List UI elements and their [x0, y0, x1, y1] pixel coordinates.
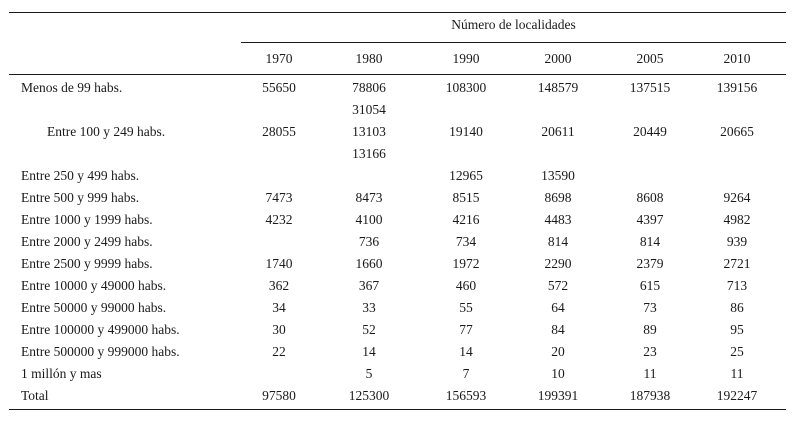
table-cell-1990: 7 — [462, 366, 470, 381]
table-row — [9, 366, 786, 388]
table-cell-2000: 572 — [547, 278, 569, 293]
table-row — [9, 80, 786, 102]
table-cell-2000: 13590 — [541, 168, 575, 183]
table-cell-2010: 11 — [730, 366, 744, 381]
table-cell-1980: 367 — [358, 278, 380, 293]
row-label: Entre 10000 y 49000 habs. — [21, 278, 167, 293]
table-cell-2000: 20611 — [541, 124, 575, 139]
table-cell-2010: 20665 — [720, 124, 754, 139]
data-table — [9, 0, 786, 423]
table-cell-1990: 108300 — [445, 80, 487, 95]
table-cell-1970: 55650 — [262, 80, 296, 95]
table-cell-2010: 9264 — [723, 190, 751, 205]
table-cell-1990: 12965 — [449, 168, 483, 183]
table-cell-1980: 4100 — [355, 212, 383, 227]
table-row — [9, 146, 786, 168]
table-cell-1980: 52 — [362, 322, 376, 337]
table-cell-1980: 31054 — [352, 102, 386, 117]
table-cell-1990: 14 — [459, 344, 473, 359]
table-cell-2010: 86 — [730, 300, 744, 315]
row-label: Entre 2500 y 9999 habs. — [21, 256, 153, 271]
table-row — [9, 278, 786, 300]
table-cell-2005: 11 — [643, 366, 657, 381]
table-cell-2005: 4397 — [636, 212, 664, 227]
table-cell-1990: 8515 — [452, 190, 480, 205]
table-cell-1980: 33 — [362, 300, 376, 315]
table-cell-1990: 77 — [459, 322, 473, 337]
table-row — [9, 388, 786, 410]
table-row — [9, 190, 786, 212]
table-cell-1980: 5 — [365, 366, 373, 381]
table-row — [9, 102, 786, 124]
table-cell-1990: 734 — [455, 234, 477, 249]
table-cell-1980: 13166 — [352, 146, 386, 161]
table-cell-1990: 156593 — [445, 388, 487, 403]
table-cell-1980: 78806 — [352, 80, 386, 95]
table-cell-1970: 7473 — [265, 190, 293, 205]
table-cell-2000: 10 — [551, 366, 565, 381]
table-cell-2000: 814 — [547, 234, 569, 249]
table-cell-1980: 14 — [362, 344, 376, 359]
table-row — [9, 322, 786, 344]
group-header-rule — [241, 42, 786, 43]
table-cell-2005: 814 — [639, 234, 661, 249]
row-label: 1 millón y mas — [21, 366, 102, 381]
table-row — [9, 300, 786, 322]
year-header-1980: 1980 — [355, 51, 383, 66]
table-cell-2010: 192247 — [716, 388, 758, 403]
table-cell-2010: 713 — [726, 278, 748, 293]
table-cell-2005: 615 — [639, 278, 661, 293]
header-rule — [9, 74, 786, 75]
table-cell-2000: 84 — [551, 322, 565, 337]
table-cell-2010: 95 — [730, 322, 744, 337]
table-cell-1990: 4216 — [452, 212, 480, 227]
table-row — [9, 234, 786, 256]
table-cell-1990: 460 — [455, 278, 477, 293]
table-cell-1980: 8473 — [355, 190, 383, 205]
table-cell-1970: 28055 — [262, 124, 296, 139]
row-label: Entre 500000 y 999000 habs. — [21, 344, 180, 359]
table-cell-2000: 4483 — [544, 212, 572, 227]
table-cell-1970: 30 — [272, 322, 286, 337]
row-label: Total — [21, 388, 49, 403]
table-cell-2010: 2721 — [723, 256, 751, 271]
table-cell-1970: 34 — [272, 300, 286, 315]
row-label: Entre 100000 y 499000 habs. — [21, 322, 180, 337]
table-cell-1980: 1660 — [355, 256, 383, 271]
year-header-2010: 2010 — [723, 51, 751, 66]
table-cell-2005: 137515 — [629, 80, 671, 95]
table-cell-2005: 8608 — [636, 190, 664, 205]
table-cell-1990: 1972 — [452, 256, 480, 271]
year-header-2000: 2000 — [544, 51, 572, 66]
table-cell-2000: 199391 — [537, 388, 579, 403]
table-row — [9, 344, 786, 366]
table-cell-1970: 4232 — [265, 212, 293, 227]
table-cell-2005: 89 — [643, 322, 657, 337]
table-cell-2000: 148579 — [537, 80, 579, 95]
table-cell-2005: 73 — [643, 300, 657, 315]
table-cell-1990: 19140 — [449, 124, 483, 139]
table-cell-2010: 25 — [730, 344, 744, 359]
table-cell-1970: 97580 — [262, 388, 296, 403]
table-cell-2000: 2290 — [544, 256, 572, 271]
table-row — [9, 124, 786, 146]
bottom-rule — [9, 409, 786, 410]
row-label: Entre 500 y 999 habs. — [21, 190, 140, 205]
table-row — [9, 168, 786, 190]
table-row — [9, 256, 786, 278]
table-cell-1970: 22 — [272, 344, 286, 359]
year-header-1970: 1970 — [265, 51, 293, 66]
top-rule — [9, 12, 786, 13]
year-header-1990: 1990 — [452, 51, 480, 66]
row-label: Menos de 99 habs. — [21, 80, 123, 95]
row-label: Entre 50000 y 99000 habs. — [21, 300, 167, 315]
table-cell-2010: 939 — [726, 234, 748, 249]
table-cell-1970: 362 — [268, 278, 290, 293]
table-cell-1980: 125300 — [348, 388, 390, 403]
table-cell-2005: 23 — [643, 344, 657, 359]
table-cell-2000: 8698 — [544, 190, 572, 205]
table-row — [9, 212, 786, 234]
table-cell-2010: 4982 — [723, 212, 751, 227]
table-cell-2005: 20449 — [633, 124, 667, 139]
row-label: Entre 2000 y 2499 habs. — [21, 234, 153, 249]
row-label: Entre 100 y 249 habs. — [47, 124, 166, 139]
table-cell-2005: 2379 — [636, 256, 664, 271]
table-cell-1970: 1740 — [265, 256, 293, 271]
table-cell-2005: 187938 — [629, 388, 671, 403]
group-header: Número de localidades — [451, 17, 576, 32]
table-cell-1980: 13103 — [352, 124, 386, 139]
row-label: Entre 250 y 499 habs. — [21, 168, 140, 183]
table-cell-1990: 55 — [459, 300, 473, 315]
table-cell-2010: 139156 — [716, 80, 758, 95]
table-cell-1980: 736 — [358, 234, 380, 249]
table-cell-2000: 20 — [551, 344, 565, 359]
year-header-2005: 2005 — [636, 51, 664, 66]
row-label: Entre 1000 y 1999 habs. — [21, 212, 153, 227]
table-cell-2000: 64 — [551, 300, 565, 315]
